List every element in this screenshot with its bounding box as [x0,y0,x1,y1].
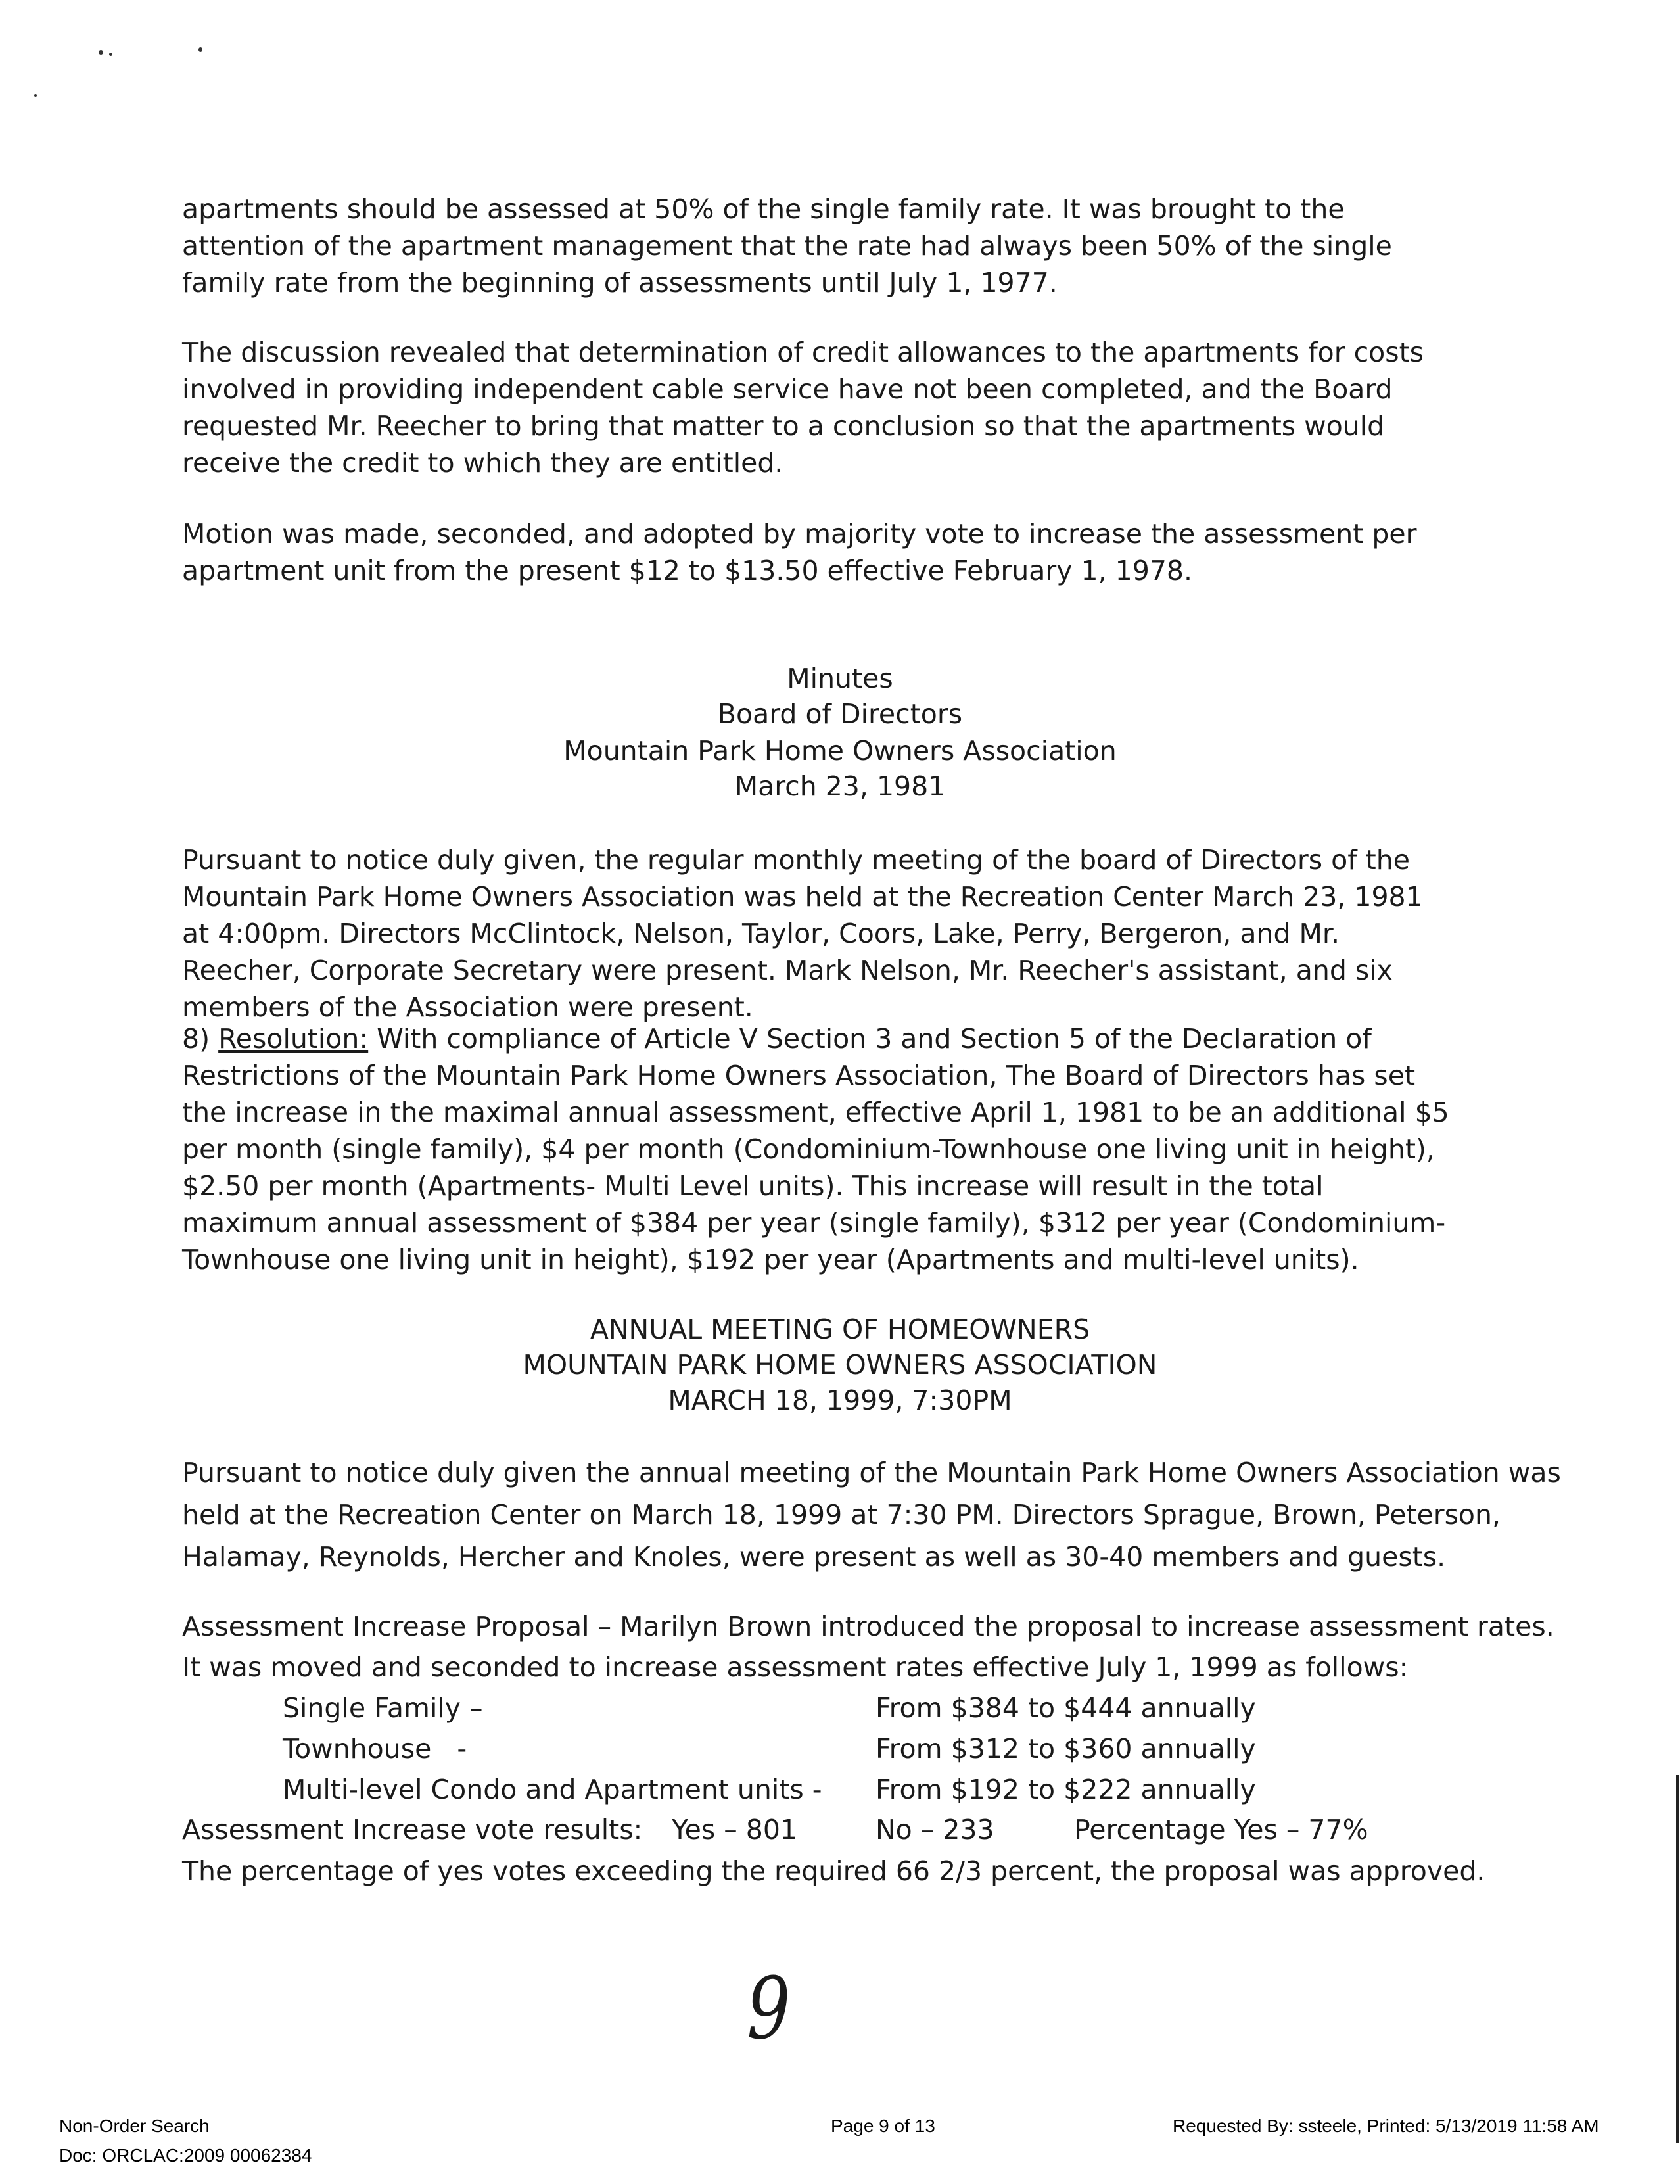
annual-paragraph-line: Halamay, Reynolds, Hercher and Knoles, were present as well as 30-40 members and guests. [182,1541,1446,1573]
paragraph-1981-meeting: Pursuant to notice duly given, the regular monthly meeting of the board of Directors of the Mountain Park Home Owners Association was held at the Recreation Center March 23, 1981 at 4:00pm. Directors McClintock, Nelson, Taylor, Coors, Lake, Perry, Bergeron, and Mr. Reecher, Corporate Secretary were present. Mark Nelson, Mr. Reecher's assistant, and six members of the Association were present. [182,844,1423,1023]
resolution-text: With compliance of Article V Section 3 and Section 5 of the Declaration of Restrictions of the Mountain Park Home Owners Association, The Board of Directors has set the increase in the maximal annual assessment, effective April 1, 1981 to be an additional $5 per month (single family), $4 per month (Condominium-Townhouse one living unit in height), $2.50 per month (Apartments- Multi Level units). This increase will result in the total maximum annual assessment of $384 per year (single family), $312 per year (Condominium-Townhouse one living unit in height), $192 per year (Apartments and multi-level units). [182,1023,1449,1275]
minutes-title: Minutes [787,663,893,694]
vote-conclusion: The percentage of yes votes exceeding the required 66 2/3 percent, the proposal was approved. [182,1855,1485,1887]
rate-label: Multi-level Condo and Apartment units - [283,1774,822,1805]
annual-paragraph-line: Pursuant to notice duly given the annual meeting of the Mountain Park Home Owners Association was [182,1457,1561,1488]
scan-speck [198,47,202,52]
handwritten-page-number: 9 [747,1958,791,2058]
scan-edge-line [1676,1775,1679,2143]
footer-page-number: Page 9 of 13 [831,2116,935,2136]
vote-no: No – 233 [875,1814,994,1845]
footer-search-type: Non-Order Search [59,2116,210,2136]
annual-meeting-heading: ANNUAL MEETING OF HOMEOWNERS [590,1314,1090,1345]
annual-paragraph-line: held at the Recreation Center on March 18, 1999 at 7:30 PM. Directors Sprague, Brown, Peterson, [182,1499,1501,1531]
rate-label: Single Family – [283,1692,483,1724]
scan-speck [109,53,112,56]
annual-association-heading: MOUNTAIN PARK HOME OWNERS ASSOCIATION [523,1349,1157,1381]
resolution-number: 8) [182,1023,210,1055]
paragraph-cable-credit: The discussion revealed that determination of credit allowances to the apartments for costs involved in providing independent cable service have not been completed, and the Board requested Mr. Reecher to bring that matter to a conclusion so that the apartments would receive the credit to which they are entitled. [182,337,1424,479]
rate-label: Townhouse - [283,1733,467,1765]
minutes-date-heading: March 23, 1981 [734,771,946,802]
proposal-line: Assessment Increase Proposal – Marilyn Brown introduced the proposal to increase assessment rates. [182,1611,1554,1642]
rate-value: From $312 to $360 annually [875,1733,1256,1765]
rate-value: From $192 to $222 annually [875,1774,1256,1805]
vote-percentage: Percentage Yes – 77% [1074,1814,1368,1845]
minutes-association-heading: Mountain Park Home Owners Association [563,735,1117,767]
vote-yes: Yes – 801 [672,1814,798,1845]
footer-requested-by: Requested By: ssteele, Printed: 5/13/2019 11:58 AM [1173,2116,1599,2136]
scan-speck [34,94,37,97]
paragraph-resolution [182,1020,1464,1278]
proposal-line: It was moved and seconded to increase assessment rates effective July 1, 1999 as follows: [182,1651,1409,1683]
minutes-board-heading: Board of Directors [717,698,963,730]
paragraph-motion-1978: Motion was made, seconded, and adopted by majority vote to increase the assessment per apartment unit from the present $12 to $13.50 effective February 1, 1978. [182,518,1417,586]
vote-results-label: Assessment Increase vote results: [182,1814,643,1845]
resolution-label: Resolution: [218,1023,369,1055]
paragraph-apartments-rate: apartments should be assessed at 50% of the single family rate. It was brought to the attention of the apartment management that the rate had always been 50% of the single family rate from the beginning of assessments until July 1, 1977. [182,193,1392,298]
annual-date-heading: MARCH 18, 1999, 7:30PM [668,1385,1012,1416]
rate-value: From $384 to $444 annually [875,1692,1256,1724]
scan-speck [99,50,103,55]
footer-doc-id: Doc: ORCLAC:2009 00062384 [59,2145,312,2166]
